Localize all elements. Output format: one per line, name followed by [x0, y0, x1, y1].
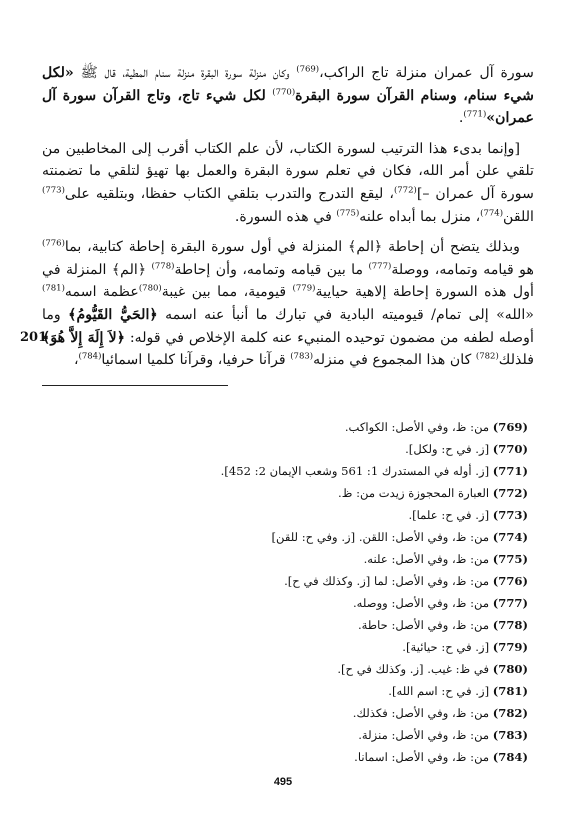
- footnote-number: (773): [492, 508, 528, 522]
- footnote-number: (780): [492, 662, 528, 676]
- footnote-number: (771): [492, 464, 528, 478]
- footnote-number: (779): [492, 640, 528, 654]
- footnote-text: من: ظ، وفي الأصل: اسمانا.: [354, 750, 490, 764]
- text-run: .: [458, 110, 464, 127]
- text-run: وكان منزلة سورة البقرة منزلة سنام المطية، قال ﷺ: [80, 65, 297, 81]
- footnote-item: [200, 548, 528, 570]
- quran-quote: ﴿لاَ إِلَهَ إِلاَّ هُوَ﴾: [42, 329, 126, 346]
- footnote-number: (770): [492, 442, 528, 456]
- text-run: ، ليقع التدرج والتدرب بتلقي الكتاب حفظا، وبتلقيه على: [64, 185, 394, 202]
- footnote-ref[interactable]: (782): [475, 351, 499, 362]
- footnote-item: [200, 526, 528, 548]
- footnote-ref[interactable]: (776): [42, 238, 65, 249]
- footnote-text: [ز. في ح: اسم الله].: [388, 684, 490, 698]
- footnote-ref[interactable]: (780): [138, 283, 162, 294]
- text-run: «الله» إلى تمام/ قيوميته البادية في تبارك ما أنبأ عنه اسمه: [157, 306, 534, 323]
- hadith-quote: لكل شيء تاج، وتاج القرآن سورة آل عمران»: [42, 87, 534, 127]
- footnote-item: [200, 680, 528, 702]
- footnote-ref[interactable]: (783): [290, 351, 314, 362]
- text-run: عظمة اسمه: [64, 284, 139, 301]
- footnote-number: (778): [492, 618, 528, 632]
- footnote-ref[interactable]: (774): [480, 207, 504, 218]
- footnote-text: [ز. في ح: علما].: [408, 508, 490, 522]
- footnote-text: في ظ: غيب. [ز. وكذلك في ح].: [337, 662, 490, 676]
- footnote-number: (769): [492, 420, 528, 434]
- footnote-text: العبارة المحجوزة زيدت من: ظ.: [338, 486, 490, 500]
- paragraph-2: [42, 138, 534, 228]
- footnote-ref[interactable]: (773): [42, 185, 65, 196]
- text-run: ﴿الم﴾ المنزلة في أول هذه السورة إحاطة إلاهية حيايية: [42, 261, 534, 301]
- footnote-item: [200, 702, 528, 724]
- text-run: وبذلك يتضح أن إحاطة ﴿الم﴾ المنزلة في أول سورة البقرة إحاطة كتابية، بما: [64, 239, 520, 256]
- paragraph-1: [42, 62, 534, 130]
- text-run: اللقن: [503, 208, 534, 225]
- footnote-ref[interactable]: (771): [463, 109, 487, 120]
- footnote-ref[interactable]: (770): [272, 86, 296, 97]
- footnote-text: [ز. أوله في المستدرك 1: 561 وشعب الإيمان 2: 452].: [220, 464, 490, 478]
- footnote-text: من: ظ، وفي الأصل: منزلة.: [358, 728, 490, 742]
- footnote-item: [200, 460, 528, 482]
- text-run: قرآنا حرفيا، وقرآنا كلميا اسمائيا: [101, 352, 291, 369]
- footnote-text: من: ظ، وفي الأصل: ووصله.: [353, 596, 490, 610]
- footnote-ref[interactable]: (779): [292, 283, 316, 294]
- footnote-item: [200, 636, 528, 658]
- footnote-number: (772): [492, 486, 528, 500]
- footnote-text: من: ظ، وفي الأصل: الكواكب.: [344, 420, 490, 434]
- paragraph-3: [42, 236, 534, 372]
- footnote-item: [200, 504, 528, 526]
- footnote-item: [200, 746, 528, 768]
- text-run: [وإنما بدىء هذا الترتيب لسورة الكتاب، لأن علم الكتاب أقرب إلى المخاطبين من تلقي علن أمر الله، فكان في تعلم سورة البقرة والعمل بها تهيؤ لتلقي ما تضمنته سورة آل عمران –]: [42, 140, 534, 202]
- footnote-number: (774): [492, 530, 528, 544]
- text-run: سورة آل عمران منزلة تاج الراكب،: [319, 65, 534, 81]
- footnote-number: (776): [492, 574, 528, 588]
- text-run: في هذه السورة.: [234, 208, 337, 225]
- footnote-text: [ز. في ح: حيائية].: [402, 640, 490, 654]
- footnote-ref[interactable]: (778): [151, 261, 175, 272]
- footnote-number: (777): [492, 596, 528, 610]
- footnote-ref[interactable]: (772): [393, 185, 417, 196]
- page-number: 495: [273, 776, 293, 788]
- footnote-ref[interactable]: (784): [78, 351, 102, 362]
- footnote-text: [ز. في ح: ولكل].: [405, 442, 490, 456]
- footnote-number: (775): [492, 552, 528, 566]
- footnote-ref[interactable]: (777): [368, 261, 392, 272]
- quran-quote: ﴿الحَيُّ القَيُّومُ﴾: [68, 306, 158, 323]
- footnote-text: من: ظ، وفي الأصل: اللقن. [ز. وفي ح: للقن]: [271, 530, 490, 544]
- footnote-number: (784): [492, 750, 528, 764]
- text-run: ، منزل بما أبداه علنه: [359, 208, 481, 225]
- footnote-ref[interactable]: (775): [336, 207, 360, 218]
- footnote-text: من: ظ، وفي الأصل: حاطة.: [357, 618, 490, 632]
- footnote-number: (781): [492, 684, 528, 698]
- footnote-item: [200, 482, 528, 504]
- footnote-number: (782): [492, 706, 528, 720]
- text-run: كان هذا المجموع في منزله: [313, 352, 476, 369]
- footnote-ref[interactable]: (769): [296, 64, 320, 75]
- text-run: ما بين قيامه وتمامه، وأن إحاطة: [174, 261, 369, 278]
- footnote-text: من: ظ، وفي الأصل: لما [ز. وكذلك في ح].: [284, 574, 490, 588]
- footnote-number: (783): [492, 728, 528, 742]
- text-run: فلذلك: [498, 352, 534, 369]
- margin-page-reference: 201: [20, 330, 48, 345]
- main-text: [42, 62, 534, 380]
- footnotes-list: [200, 416, 528, 768]
- footnote-item: [200, 592, 528, 614]
- footnote-item: [200, 658, 528, 680]
- footnote-item: [200, 614, 528, 636]
- text-run: وما أوصله لطفه من مضمون توحيده المنبيء عنه كلمة الإخلاص في قوله:: [42, 306, 534, 346]
- footnote-text: من: ظ، وفي الأصل: علنه.: [363, 552, 490, 566]
- footnote-item: [200, 570, 528, 592]
- text-run: ،: [73, 352, 79, 369]
- text-run: قيومية، مما بين غيبة: [161, 284, 293, 301]
- text-run: هو قيامه وتمامه، ووصلة: [391, 261, 534, 278]
- footnote-item: [200, 416, 528, 438]
- footnote-item: [200, 438, 528, 460]
- footnote-ref[interactable]: (781): [42, 283, 65, 294]
- footnote-item: [200, 724, 528, 746]
- hadith-quote: «لكل شيء سنام، وسنام القرآن سورة البقرة: [42, 65, 534, 104]
- footnote-divider: [42, 385, 228, 386]
- footnote-text: من: ظ، وفي الأصل: فكذلك.: [352, 706, 490, 720]
